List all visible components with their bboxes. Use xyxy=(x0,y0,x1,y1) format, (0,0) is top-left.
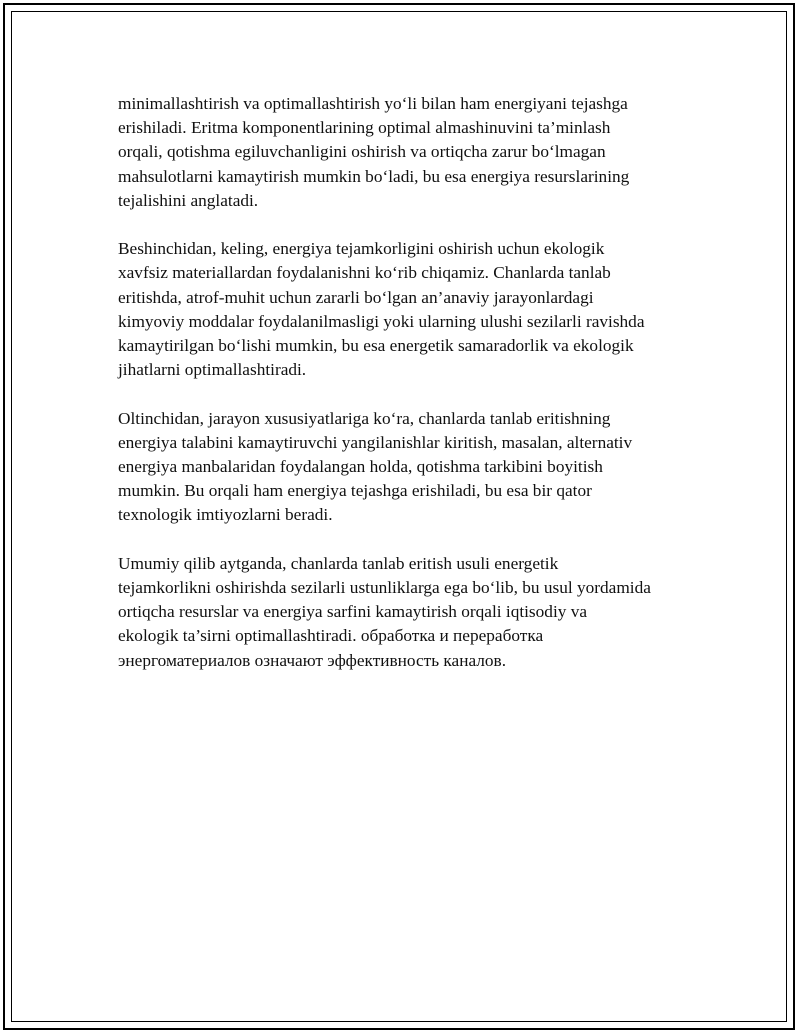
paragraph: Beshinchidan, keling, energiya tejamkorligini oshirish uchun ekologik xavfsiz materiallardan foydalanishni ko‘rib chiqamiz. Chanlarda tanlab eritishda, atrof-muhit uchun zararli bo‘lgan an’anaviy jarayonlardagi kimyoviy moddalar foydalanilmasligi yoki ularning ulushi sezilarli ravishda kamaytirilgan bo‘lishi mumkin, bu esa energetik samaradorlik va ekologik jihatlarni optimallashtiradi. xyxy=(118,239,645,380)
document-body xyxy=(118,92,698,697)
paragraph: Oltinchidan, jarayon xususiyatlariga ko‘ra, chanlarda tanlab eritishning energiya talabini kamaytiruvchi yangilanishlar kiritish, masalan, alternativ energiya manbalaridan foydalangan holda, qotishma tarkibini boyitish mumkin. Bu orqali ham energiya tejashga erishiladi, bu esa bir qator texnologik imtiyozlarni beradi. xyxy=(118,408,633,525)
paragraph: minimallashtirish va optimallashtirish yo‘li bilan ham energiyani tejashga erishiladi. Eritma komponentlarining optimal almashinuvini ta’minlash orqali, qotishma egiluvchanligini oshirish va ortiqcha zarur bo‘lmagan mahsulotlarni kamaytirish mumkin bo‘ladi, bu esa energiya resurslarining tejalishini anglatadi. xyxy=(118,94,630,210)
paragraph: Umumiy qilib aytganda, chanlarda tanlab eritish usuli energetik tejamkorlikni oshirishda sezilarli ustunliklarga ega bo‘lib, bu usul yordamida ortiqcha resurslar va energiya sarfini kamaytirish orqali iqtisodiy va ekologik ta’sirni optimallashtiradi. обработка и переработка энергоматериалов означают эффективность каналов. xyxy=(118,553,651,670)
